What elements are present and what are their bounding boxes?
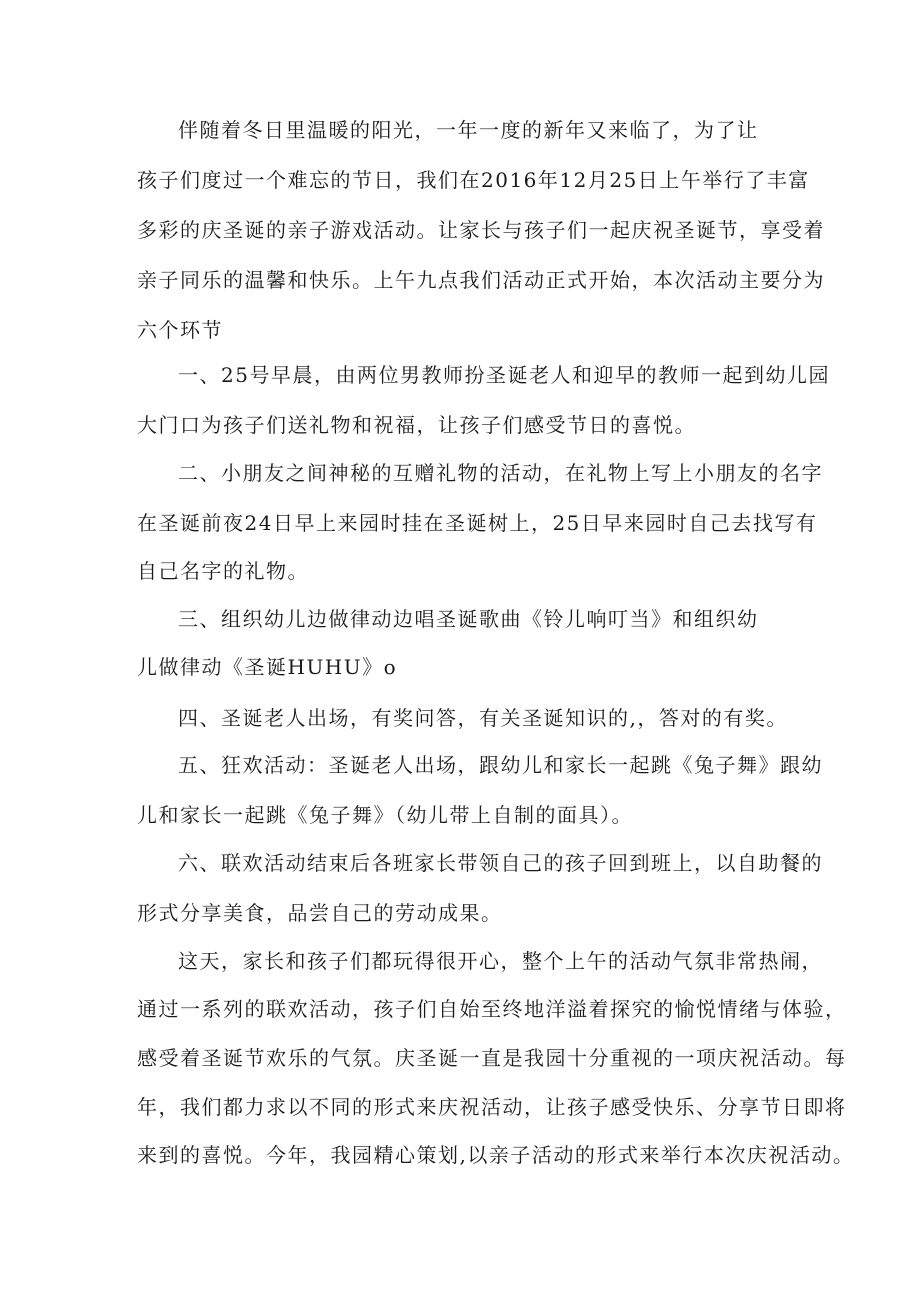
paragraph-1-line-1: 伴随着冬日里温暖的阳光，一年一度的新年又来临了，为了让 [178, 118, 759, 142]
paragraph-1-line-5: 六个环节 [137, 318, 223, 342]
paragraph-3-line-2: 在圣诞前夜24日早上来园时挂在圣诞树上，25日早来园时自己去找写有 [137, 511, 818, 535]
paragraph-8-line-4: 年，我们都力求以不同的形式来庆祝活动，让孩子感受快乐、分享节日即将 [137, 1095, 847, 1119]
paragraph-5-line-1: 四、圣诞老人出场，有奖问答，有关圣诞知识的,，答对的有奖。 [178, 706, 788, 730]
paragraph-4-line-2: 儿做律动《圣诞HUHU》o [137, 655, 398, 679]
paragraph-1-line-4: 亲子同乐的温馨和快乐。上午九点我们活动正式开始，本次活动主要分为 [137, 268, 825, 292]
paragraph-6-line-1: 五、狂欢活动：圣诞老人出场，跟幼儿和家长一起跳《兔子舞》跟幼 [178, 753, 823, 777]
paragraph-8-line-1: 这天，家长和孩子们都玩得很开心，整个上午的活动气氛非常热闹， [178, 949, 823, 973]
paragraph-8-line-2: 通过一系列的联欢活动，孩子们自始至终地洋溢着探究的愉悦情绪与体验， [137, 997, 847, 1021]
paragraph-7-line-1: 六、联欢活动结束后各班家长带领自己的孩子回到班上，以自助餐的 [178, 851, 823, 875]
paragraph-3-line-1: 二、小朋友之间神秘的互赠礼物的活动，在礼物上写上小朋友的名字 [178, 461, 823, 485]
paragraph-6-line-2: 儿和家长一起跳《兔子舞》（幼儿带上自制的面具）。 [137, 803, 633, 827]
paragraph-3-line-3: 自己名字的礼物。 [137, 559, 309, 583]
paragraph-2-line-2: 大门口为孩子们送礼物和祝福，让孩子们感受节日的喜悦。 [137, 413, 696, 437]
paragraph-2-line-1: 一、25号早晨，由两位男教师扮圣诞老人和迎早的教师一起到幼儿园 [178, 363, 830, 387]
paragraph-8-line-5: 来到的喜悦。今年，我园精心策划,以亲子活动的形式来举行本次庆祝活动。 [137, 1143, 855, 1167]
paragraph-4-line-1: 三、组织幼儿边做律动边唱圣诞歌曲《铃儿响叮当》和组织幼 [178, 607, 759, 631]
paragraph-1-line-3: 多彩的庆圣诞的亲子游戏活动。让家长与孩子们一起庆祝圣诞节，享受着 [137, 218, 825, 242]
paragraph-8-line-3: 感受着圣诞节欢乐的气氛。庆圣诞一直是我园十分重视的一项庆祝活动。每 [137, 1046, 847, 1070]
paragraph-1-line-2: 孩子们度过一个难忘的节日，我们在2016年12月25日上午举行了丰富 [137, 168, 810, 192]
paragraph-7-line-2: 形式分享美食，品尝自己的劳动成果。 [137, 901, 503, 925]
